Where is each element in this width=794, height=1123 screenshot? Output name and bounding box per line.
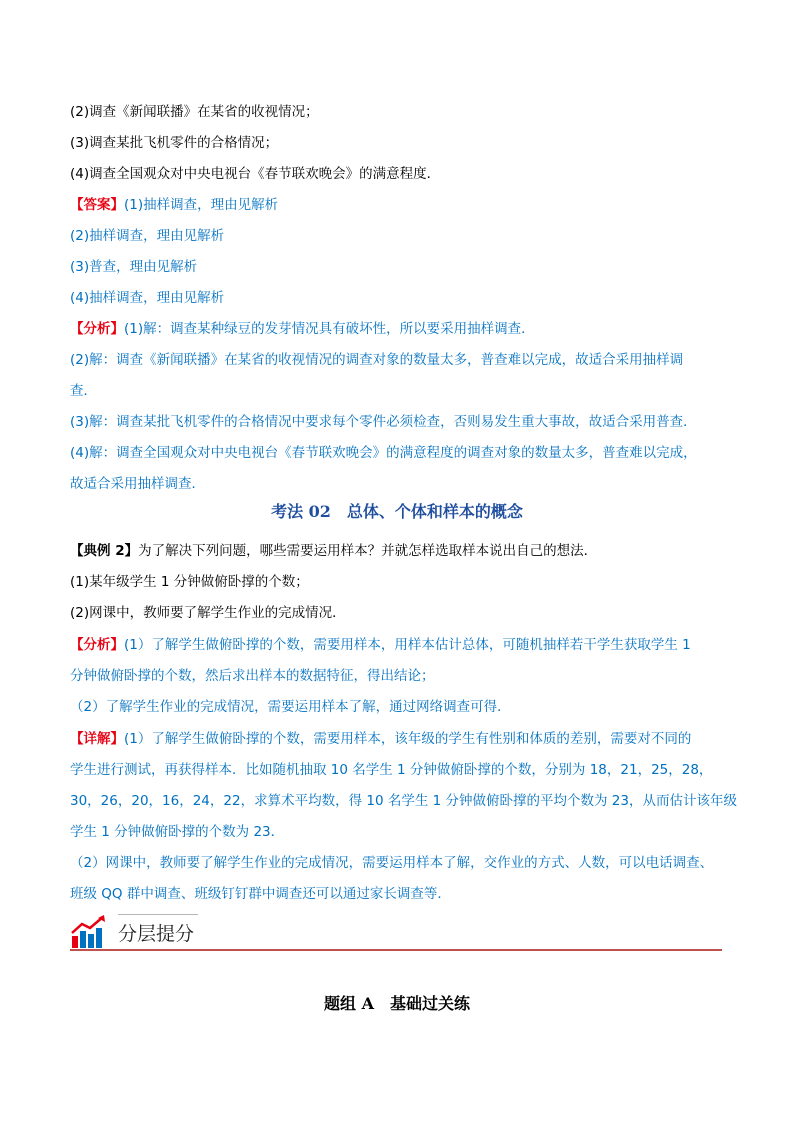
example-2-detail-line-1b: 学生进行测试，再获得样本．比如随机抽取 10 名学生 1 分钟做俯卧撑的个数，分别为 18，21，25，28， (70, 762, 713, 778)
example-2-detail-text-1: (1）了解学生做俯卧撑的个数，需要用样本，该年级的学生有性别和体质的差别，需要对不同的 (124, 731, 692, 747)
section-banner-layered (70, 912, 722, 952)
example-2-question-1: (1)某年级学生 1 分钟做俯卧撑的个数； (70, 574, 309, 590)
example-2-detail-line-2b: 班级 QQ 群中调查、班级钉钉群中调查还可以通过家长调查等． (70, 886, 451, 902)
analysis-text-1: (1)解：调查某种绿豆的发芽情况具有破坏性，所以要采用抽样调查． (124, 321, 535, 337)
example-2-detail-line-1d: 学生 1 分钟做俯卧撑的个数为 23． (70, 824, 285, 840)
question-line-4: (4)调查全国观众对中央电视台《春节联欢晚会》的满意程度． (70, 166, 441, 182)
example-2-line (70, 542, 722, 560)
example-2-detail-line-1c: 30，26，20，16，24，22，求算术平均数，得 10 名学生 1 分钟做俯卧撑的平均个数为 23，从而估计该年级 (70, 793, 737, 809)
example-2-analysis-line-1 (70, 636, 722, 654)
answer-line-3: (3)普查，理由见解析 (70, 259, 198, 275)
example-2-detail-line-2a: （2）网课中，教师要了解学生作业的完成情况，需要运用样本了解，交作业的方式、人数，可以电话调查、 (70, 855, 714, 871)
answer-line-4: (4)抽样调查，理由见解析 (70, 290, 225, 306)
question-line-2: (2)调查《新闻联播》在某省的收视情况； (70, 104, 319, 120)
section-heading-method-02: 考法 02 总体、个体和样本的概念 (271, 502, 523, 521)
example-2-detail-line-1 (70, 730, 722, 748)
question-line-3: (3)调查某批飞机零件的合格情况； (70, 135, 279, 151)
example-2-analysis-line-1b: 分钟做俯卧撑的个数，然后求出样本的数据特征，得出结论； (70, 668, 435, 684)
group-a-heading: 题组 A 基础过关练 (324, 994, 470, 1013)
example-2-text: 为了解决下列问题，哪些需要运用样本？并就怎样选取样本说出自己的想法． (138, 543, 598, 559)
example-2-detail-tag: 【详解】 (70, 731, 124, 747)
answer-tag: 【答案】 (70, 197, 124, 213)
analysis-line-4a: (4)解：调查全国观众对中央电视台《春节联欢晚会》的满意程度的调查对象的数量太多，普查难以完成， (70, 445, 697, 461)
analysis-line-1 (70, 320, 722, 338)
analysis-tag: 【分析】 (70, 321, 124, 337)
example-2-analysis-text-1: (1）了解学生做俯卧撑的个数，需要用样本，用样本估计总体，可随机抽样若干学生获取学生 1 (124, 637, 691, 653)
banner-bottom-rule (70, 949, 722, 951)
answer-line-2: (2)抽样调查，理由见解析 (70, 228, 225, 244)
example-2-analysis-tag: 【分析】 (70, 637, 124, 653)
banner-top-rule (118, 914, 198, 915)
answer-line-1 (70, 196, 722, 214)
answer-text-1: (1)抽样调查，理由见解析 (124, 197, 279, 213)
banner-title: 分层提分 (118, 923, 195, 945)
example-2-question-2: (2)网课中，教师要了解学生作业的完成情况． (70, 605, 346, 621)
example-2-analysis-line-2: （2）了解学生作业的完成情况，需要运用样本了解，通过网络调查可得． (70, 699, 511, 715)
analysis-line-3: (3)解：调查某批飞机零件的合格情况中要求每个零件必须检查，否则易发生重大事故，故适合采用普查． (70, 414, 697, 430)
growth-chart-icon (70, 914, 108, 950)
analysis-line-2b: 查． (70, 383, 97, 399)
analysis-line-2a: (2)解：调查《新闻联播》在某省的收视情况的调查对象的数量太多，普查难以完成，故适合采用抽样调 (70, 352, 684, 368)
analysis-line-4b: 故适合采用抽样调查． (70, 476, 205, 492)
example-2-tag: 【典例 2】 (70, 543, 139, 559)
